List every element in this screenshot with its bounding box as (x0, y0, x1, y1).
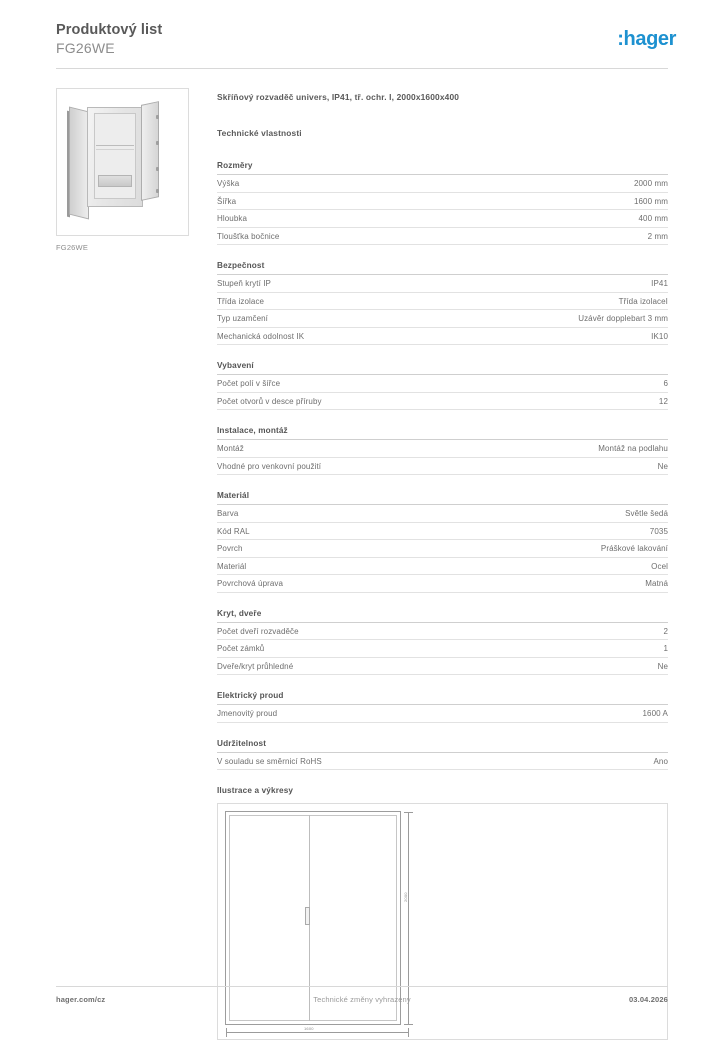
spec-value: Uzávěr dopplebart 3 mm (578, 314, 668, 323)
spec-group-title: Elektrický proud (217, 691, 668, 705)
spec-group (217, 691, 668, 723)
spec-row (217, 640, 668, 658)
spec-group (217, 161, 668, 245)
spec-value: 1600 mm (633, 196, 668, 206)
spec-label: Počet dveří rozvaděče (217, 626, 299, 636)
spec-group-title: Bezpečnost (217, 261, 668, 275)
spec-label: Kód RAL (217, 526, 250, 536)
spec-row (217, 375, 668, 393)
spec-row (217, 458, 668, 476)
spec-value: 6 (663, 379, 668, 388)
drawings-title: Ilustrace a výkresy (217, 786, 294, 795)
spec-row (217, 558, 668, 576)
spec-value: 2 (663, 626, 668, 636)
drawing-width-tick (408, 1028, 409, 1037)
spec-label: Počet polí v šířce (217, 379, 281, 388)
spec-group (217, 361, 668, 410)
spec-label: Hloubka (217, 214, 248, 223)
drawing-height-tick (404, 1024, 413, 1025)
spec-value: Ocel (651, 561, 668, 571)
drawing-width-label: 1600 (304, 1026, 314, 1031)
spec-row (217, 505, 668, 523)
spec-row (217, 523, 668, 541)
spec-value: Montáž na podlahu (598, 444, 668, 453)
spec-row (217, 658, 668, 676)
page-footer (56, 995, 668, 1011)
spec-label: Šířka (217, 196, 237, 206)
spec-group-title: Kryt, dveře (217, 609, 668, 623)
spec-row (217, 753, 668, 771)
drawing-height-label: 2000 (403, 892, 408, 902)
technical-properties-title: Technické vlastnosti (217, 128, 302, 138)
spec-value: 400 mm (638, 214, 668, 223)
spec-label: Materiál (217, 561, 247, 571)
cabinet-hinge-icon (156, 141, 159, 145)
drawing-height-dimension-line (408, 812, 409, 1024)
page-header (0, 0, 724, 72)
spec-row (217, 393, 668, 411)
spec-label: Třída izolace (217, 296, 265, 306)
datasheet-content (217, 92, 668, 1040)
spec-row (217, 575, 668, 593)
page-subtitle-product-code: FG26WE (56, 40, 115, 56)
product-description: Skříňový rozvaděč univers, IP41, tř. ochr. I, 2000x1600x400 (217, 92, 460, 102)
drawing-width-dimension-line (226, 1032, 408, 1033)
spec-group (217, 609, 668, 676)
spec-row (217, 440, 668, 458)
spec-value: Ne (657, 661, 668, 671)
spec-label: Povrchová úprava (217, 579, 284, 588)
spec-value: IP41 (651, 279, 668, 288)
spec-value: 7035 (649, 526, 668, 536)
spec-row (217, 275, 668, 293)
header-divider (56, 68, 668, 69)
footer-date: 03.04.2026 (628, 995, 668, 1004)
drawing-door-handle (305, 907, 310, 925)
spec-label: Jmenovitý proud (217, 709, 278, 718)
spec-group-title: Udržitelnost (217, 739, 668, 753)
product-photo (56, 88, 189, 236)
spec-group-title: Instalace, montáž (217, 426, 668, 440)
cabinet-hinge-icon (156, 167, 159, 171)
spec-value: 2000 mm (633, 179, 668, 188)
spec-label: Typ uzamčení (217, 314, 269, 323)
footer-website-link[interactable]: hager.com/cz (56, 995, 106, 1004)
spec-group-title: Vybavení (217, 361, 668, 375)
cabinet-hinge-icon (156, 189, 159, 193)
spec-value: Světle šedá (625, 509, 668, 518)
spec-label: Mechanická odolnost IK (217, 331, 305, 341)
cabinet-rack (98, 175, 132, 187)
spec-label: V souladu se směrnicí RoHS (217, 756, 322, 766)
spec-value: 1 (663, 644, 668, 653)
spec-row (217, 328, 668, 346)
spec-label: Tloušťka bočnice (217, 231, 280, 241)
footer-disclaimer: Technické změny vyhrazeny (313, 995, 411, 1004)
spec-row (217, 623, 668, 641)
spec-row (217, 293, 668, 311)
spec-value: 1600 A (642, 709, 668, 718)
spec-value: Třída izolaceI (618, 296, 668, 306)
spec-group (217, 426, 668, 475)
spec-group-title: Rozměry (217, 161, 668, 175)
cabinet-shelf (96, 149, 134, 150)
spec-value: 2 mm (647, 231, 668, 241)
spec-row (217, 705, 668, 723)
drawing-width-tick (226, 1028, 227, 1037)
spec-value: 12 (658, 396, 668, 406)
spec-group (217, 739, 668, 771)
spec-value: IK10 (651, 331, 668, 341)
footer-divider (56, 986, 668, 987)
spec-row (217, 540, 668, 558)
cabinet-left-door (69, 107, 89, 220)
spec-label: Počet otvorů v desce příruby (217, 396, 322, 406)
spec-value: Ano (653, 756, 668, 766)
spec-row (217, 228, 668, 246)
spec-label: Dveře/kryt průhledné (217, 661, 294, 671)
spec-label: Počet zámků (217, 644, 265, 653)
spec-group-title: Materiál (217, 491, 668, 505)
spec-row (217, 193, 668, 211)
spec-row (217, 175, 668, 193)
spec-label: Montáž (217, 444, 244, 453)
product-photo-caption: FG26WE (56, 243, 89, 252)
spec-group (217, 491, 668, 593)
spec-row (217, 310, 668, 328)
spec-value: Ne (657, 461, 668, 471)
hager-logo: :hager (617, 28, 676, 50)
spec-group (217, 261, 668, 345)
drawing-height-tick (404, 812, 413, 813)
cabinet-hinge-icon (156, 115, 159, 119)
spec-groups (217, 161, 668, 770)
spec-label: Vhodné pro venkovní použití (217, 461, 322, 471)
spec-row (217, 210, 668, 228)
page-title: Produktový list (56, 22, 163, 38)
spec-label: Povrch (217, 544, 243, 553)
spec-value: Práškové lakování (600, 544, 668, 553)
cabinet-shelf (96, 145, 134, 146)
spec-label: Výška (217, 179, 240, 188)
spec-value: Matná (645, 579, 668, 588)
spec-label: Barva (217, 509, 239, 518)
spec-label: Stupeň krytí IP (217, 279, 271, 288)
drawing-cabinet-inner-frame (229, 815, 397, 1021)
